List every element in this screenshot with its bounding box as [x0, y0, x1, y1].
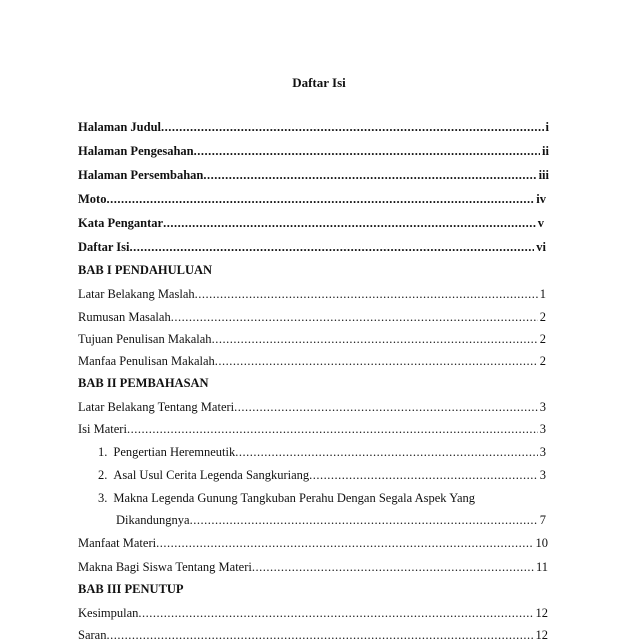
toc-entry-page: 1	[539, 287, 546, 301]
toc-entry-page: vi	[536, 240, 546, 254]
leader-dots	[215, 354, 538, 369]
toc-entry-page: ii	[542, 144, 549, 158]
toc-entry-label: Halaman Persembahan	[78, 168, 204, 182]
toc-entry-label: Kesimpulan	[78, 606, 139, 620]
toc-entry-label: Daftar Isi	[78, 240, 130, 254]
toc-entry-page: 12	[535, 628, 548, 642]
toc-entry-label: Kata Pengantar	[78, 216, 164, 230]
leader-dots	[106, 628, 533, 643]
toc-entry-label: Rumusan Masalah	[78, 310, 171, 324]
toc-entry-halaman-judul	[78, 120, 549, 135]
toc-subentry-number: 1.	[98, 445, 108, 459]
toc-entry-label: Asal Usul Cerita Legenda Sangkuriang	[113, 468, 310, 482]
toc-entry	[78, 400, 546, 415]
toc-entry-label: Latar Belakang Tentang Materi	[78, 400, 235, 414]
toc-entry-label: Tujuan Penulisan Makalah	[78, 332, 212, 346]
leader-dots	[194, 144, 540, 159]
toc-entry-page: 2	[539, 354, 546, 368]
toc-entry-label: Makna Bagi Siswa Tentang Materi	[78, 560, 252, 574]
toc-entry-page: v	[537, 216, 544, 230]
toc-entry	[78, 628, 548, 643]
page-title: Daftar Isi	[292, 75, 346, 90]
toc-entry-page: 12	[535, 606, 548, 620]
toc-entry	[78, 560, 548, 575]
leader-dots	[195, 287, 538, 302]
toc-entry-label: Halaman Judul	[78, 120, 162, 134]
toc-entry-kata-pengantar	[78, 216, 544, 231]
toc-entry	[78, 606, 548, 621]
toc-entry-page: i	[545, 120, 549, 134]
leader-dots	[163, 216, 536, 231]
leader-dots	[171, 310, 538, 325]
toc-entry-page: iii	[538, 168, 549, 182]
toc-entry-page: 7	[539, 513, 546, 527]
toc-entry-moto	[78, 192, 546, 207]
toc-entry-label: Manfaa Penulisan Makalah	[78, 354, 215, 368]
toc-subentry-number: 3.	[98, 491, 108, 505]
leader-dots	[161, 120, 544, 135]
toc-entry-page: 11	[535, 560, 548, 574]
toc-entry-label: Makna Legenda Gunung Tangkuban Perahu Dengan Segala Aspek Yang	[113, 491, 476, 505]
toc-entry-label: Saran	[78, 628, 107, 642]
toc-entry	[78, 287, 546, 302]
toc-entry-page: 3	[539, 445, 546, 459]
toc-subentry	[98, 468, 546, 483]
toc-entry-page: 3	[539, 422, 546, 436]
leader-dots	[106, 192, 534, 207]
leader-dots	[130, 240, 535, 255]
toc-entry-label: Manfaat Materi	[78, 536, 157, 550]
leader-dots	[127, 422, 538, 437]
leader-dots	[203, 168, 536, 183]
toc-entry	[78, 536, 548, 551]
toc-entry-page: 10	[535, 536, 548, 550]
leader-dots	[212, 332, 538, 347]
toc-entry-label: Dikandungnya	[116, 513, 190, 527]
toc-entry-label: Isi Materi	[78, 422, 127, 436]
toc-entry-label: Moto	[78, 192, 107, 206]
toc-entry-label: Halaman Pengesahan	[78, 144, 194, 158]
toc-entry	[78, 354, 546, 369]
leader-dots	[234, 400, 538, 415]
leader-dots	[235, 445, 538, 460]
chapter-heading-bab-2: BAB II PEMBAHASAN	[78, 376, 209, 390]
toc-entry-page: 3	[539, 400, 546, 414]
leader-dots	[252, 560, 534, 575]
toc-entry-daftar-isi	[78, 240, 546, 255]
toc-entry-page: 2	[539, 310, 546, 324]
leader-dots	[156, 536, 533, 551]
toc-subentry	[98, 445, 546, 460]
toc-subentry	[98, 491, 546, 506]
toc-entry-label: Latar Belakang Maslah	[78, 287, 195, 301]
toc-entry-page: 3	[539, 468, 546, 482]
toc-subentry-continuation	[116, 513, 546, 528]
toc-entry	[78, 422, 546, 437]
leader-dots	[138, 606, 533, 621]
toc-entry-page: 2	[539, 332, 546, 346]
toc-subentry-number: 2.	[98, 468, 108, 482]
chapter-heading-bab-1: BAB I PENDAHULUAN	[78, 263, 213, 277]
toc-entry-halaman-pengesahan	[78, 144, 549, 159]
leader-dots	[190, 513, 538, 528]
toc-entry-halaman-persembahan	[78, 168, 549, 183]
toc-entry	[78, 310, 546, 325]
toc-entry-page: iv	[536, 192, 546, 206]
leader-dots	[309, 468, 538, 483]
toc-entry-label: Pengertian Heremneutik	[113, 445, 236, 459]
toc-entry	[78, 332, 546, 347]
chapter-heading-bab-3: BAB III PENUTUP	[78, 582, 184, 596]
